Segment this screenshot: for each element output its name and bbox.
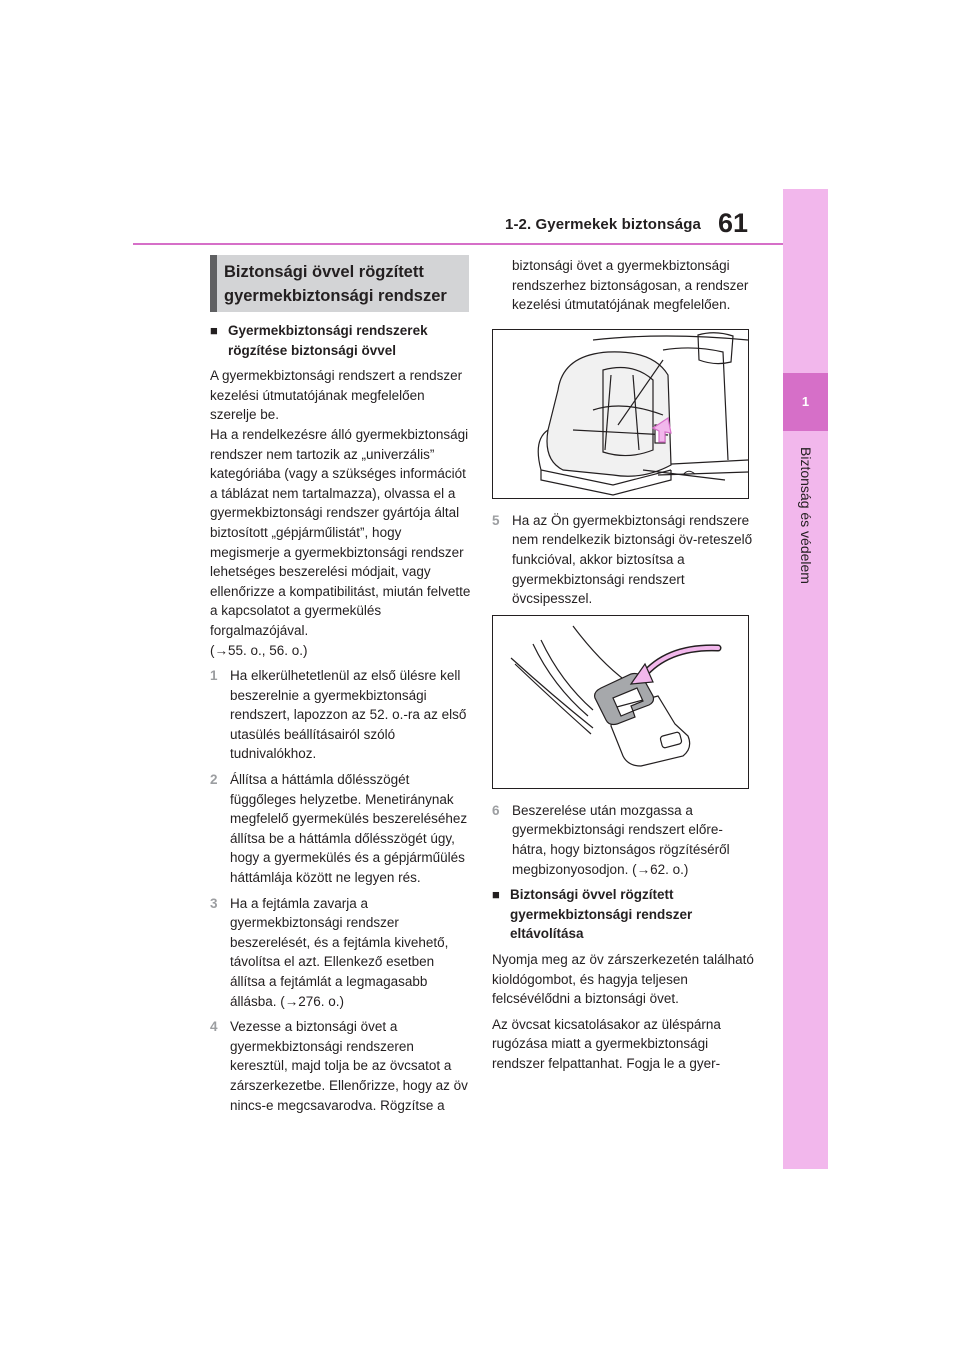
chapter-number: 1: [783, 373, 828, 431]
section-heading: Biztonsági övvel rögzített gyermekbiztonsági rendszer: [224, 263, 447, 305]
belt-clip-icon: [493, 616, 748, 788]
step-2: 2 Állítsa a háttámla dőlésszögét függőleges helyzetbe. Menetiránynak megfelelő gyermekülés beszereléséhez állítsa be a háttámla dőlésszögét úgy, hogy a gyermekülés és a gépjárműülés háttámlája között ne legyen rés.: [210, 772, 468, 886]
car-seat-icon: [493, 330, 748, 498]
square-bullet-icon: ■: [210, 323, 218, 338]
step-4: 4 Vezesse a biztonsági övet a gyermekbiztonsági rendszeren keresztül, majd tolja be az övcsatot a zárszerkezetbe. Ellenőrizze, hogy az öv nincs-e megcsavarodva. Rögzítse a: [210, 1019, 468, 1113]
header-rule: [133, 243, 783, 245]
child-seat-installed-illustration: [492, 329, 749, 499]
step-3: 3 Ha a fejtámla zavarja a gyermekbiztonsági rendszer beszerelését, és a fejtámla kivehető, távolítsa el azt. Ellenkező esetben állítsa a fejtámlát a legmagasabb állásba. (→276. o.): [210, 895, 449, 1009]
removal-paragraph-1: Nyomja meg az öv zárszerkezetén található kioldógombot, és hagyja teljesen felcsévélődni a biztonsági övet.: [492, 951, 754, 1007]
step-1: 1 Ha elkerülhetetlenül az első ülésre kell beszerelnie a gyermekbiztonsági rendszert, lapozzon az 52. o.-ra az első utasülés beállításairól szóló tudnivalókhoz.: [210, 668, 467, 762]
section-heading-bar: [210, 255, 217, 312]
right-column: [492, 256, 754, 1079]
header-section-title: 1-2. Gyermekek biztonsága: [505, 216, 701, 233]
intro-paragraph: A gyermekbiztonsági rendszert a rendszer kezelési útmutatójának megfelelően szerelje be. Ha a rendelkezésre álló gyermekbiztonsági rendszer nem tartozik az „univerzális” kategóriába (vagy a szükséges információt a táblázat nem tartalmazza), olvassa el a gyermekbiztonsági rendszer gyártója által biztosított „gépjárműlistát”, hogy megismerje a gyermekbiztonsági rendszer lehetséges beszerelési módjait, vagy ellenőrizze a kompatibilitást, miután felvette a kapcsolatot a gyermekülés forgalmazójával. (→55. o., 56. o.): [210, 368, 471, 658]
page-number: 61: [718, 208, 749, 238]
step-6: 6 Beszerelése után mozgassa a gyermekbiztonsági rendszert előre-hátra, hogy biztonságos rögzítéséről megbizonyosodjon. (→62. o.): [492, 802, 730, 877]
section-heading-box: [210, 255, 469, 312]
step-5: 5 Ha az Ön gyermekbiztonsági rendszere nem rendelkezik biztonsági öv-reteszelő funkcióval, akkor biztosítsa a gyermekbiztonsági rendszert övcsipesszel.: [492, 512, 753, 607]
page-reference: (→55. o., 56. o.): [210, 642, 308, 658]
square-bullet-icon: ■: [492, 887, 500, 903]
removal-paragraph-2: Az övcsat kicsatolásakor az üléspárna rugózása miatt a gyermekbiztonsági rendszer felpattanhat. Fogja le a gyer-: [492, 1016, 721, 1071]
chapter-label: Biztonság és védelem: [798, 447, 814, 584]
left-column: [210, 321, 472, 1121]
step-4-continued: biztonsági övet a gyermekbiztonsági rendszerhez biztonságosan, a rendszer kezelési útmutatójának megfelelően.: [512, 258, 749, 313]
chapter-side-tab: [783, 189, 828, 1169]
subheading-install: ■ Gyermekbiztonsági rendszerek rögzítése biztonsági övvel: [210, 321, 472, 360]
subheading-removal: ■ Biztonsági övvel rögzített gyermekbiztonsági rendszer eltávolítása: [492, 885, 754, 944]
belt-clip-illustration: [492, 615, 749, 789]
